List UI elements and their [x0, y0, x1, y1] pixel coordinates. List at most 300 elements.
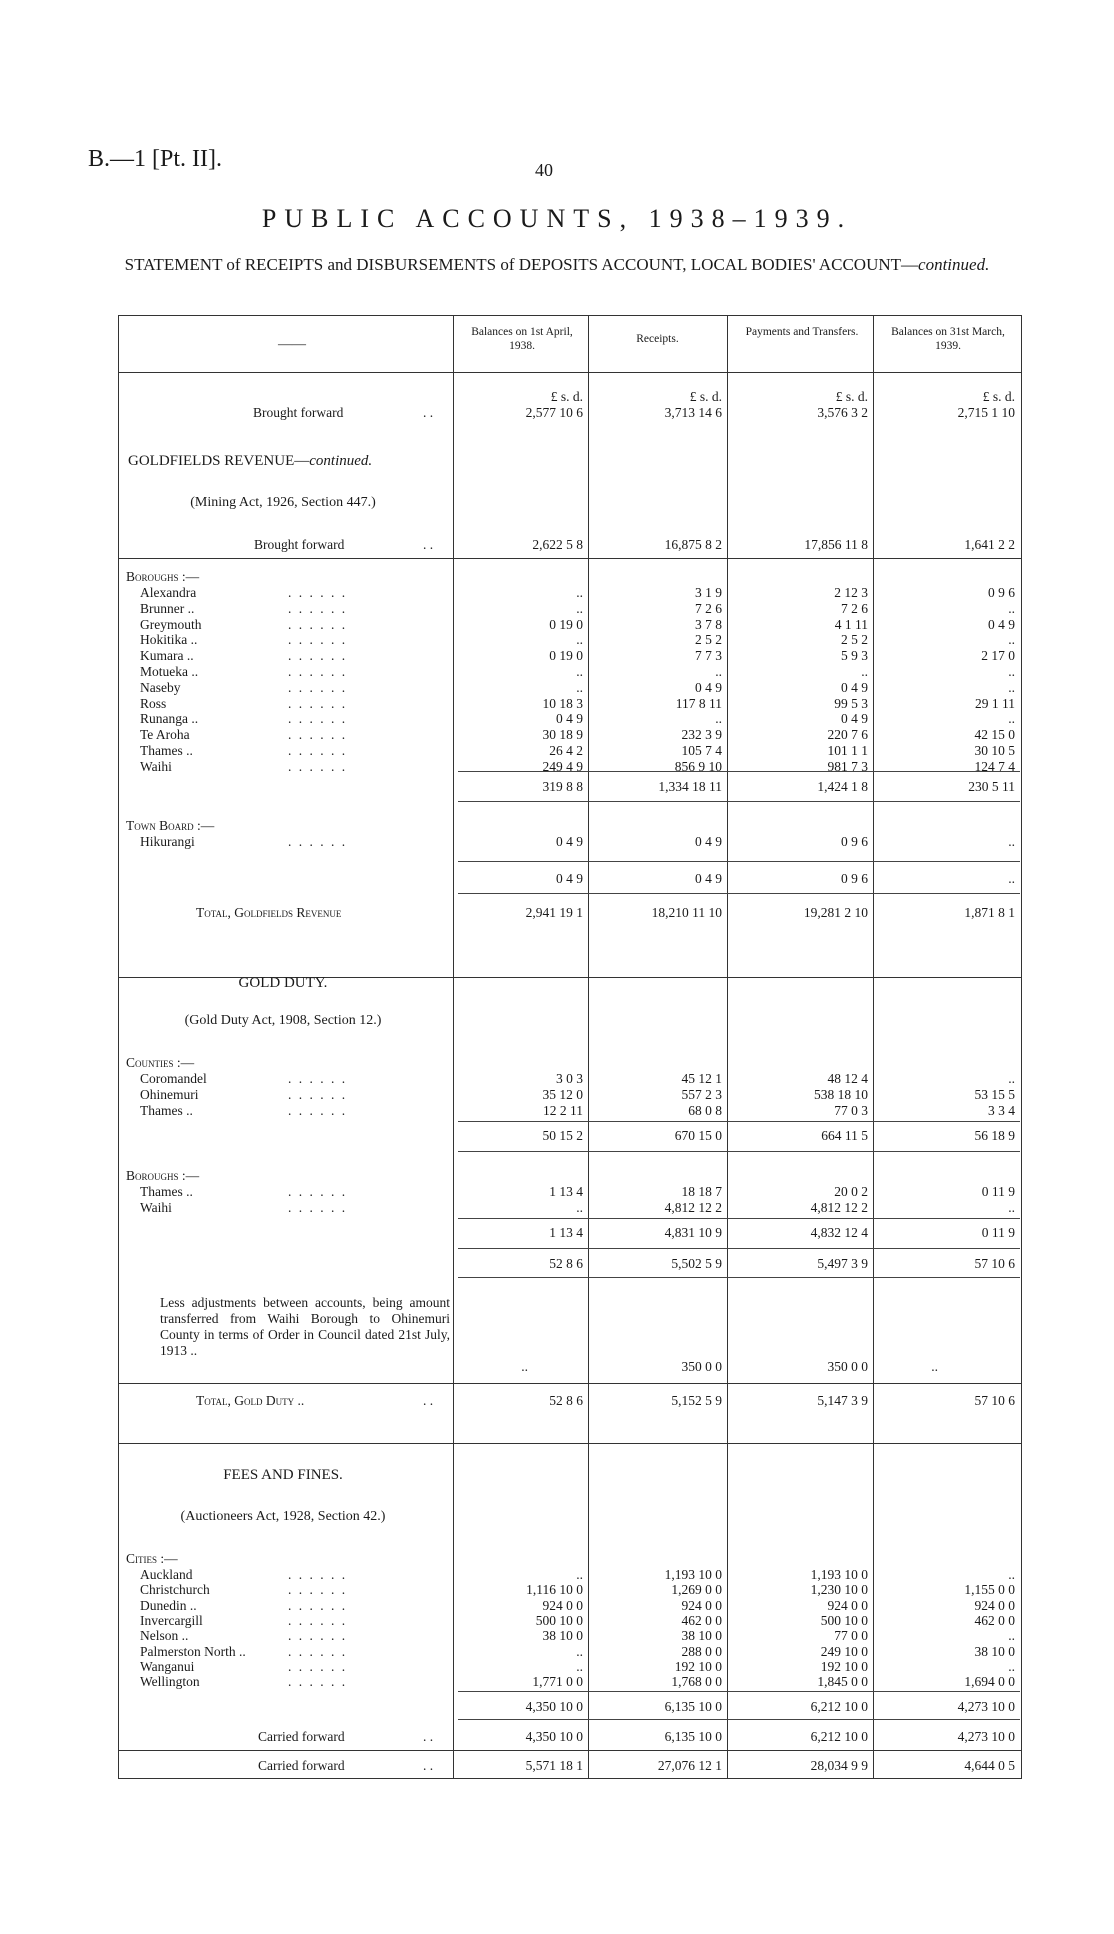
- row-label: Kumara ..: [140, 648, 194, 664]
- header-rule: [118, 372, 1022, 373]
- cell-value: 0 9 6: [988, 585, 1015, 600]
- cell-value: ..: [576, 1567, 583, 1582]
- cell-value: 1,116 10 0: [526, 1582, 583, 1598]
- cell-value: 0 11 9: [981, 1225, 1015, 1240]
- leader-dots: . .: [423, 1758, 434, 1773]
- cell-value: 2 5 2: [695, 632, 722, 648]
- cell-value: ..: [576, 664, 583, 679]
- boroughs-total-row: [118, 1225, 1022, 1241]
- cell-value: 101 1 1: [827, 743, 868, 758]
- cell-value: 52 8 6: [549, 1256, 583, 1271]
- row-label: Dunedin ..: [140, 1597, 197, 1613]
- group-label-row: [118, 1551, 1022, 1567]
- cell-value: 4,350 10 0: [525, 1729, 583, 1744]
- cell-value: 16,875 8 2: [664, 537, 722, 552]
- cell-value: ..: [1008, 871, 1015, 886]
- page-number: 40: [535, 160, 553, 180]
- cell-value: 4,644 0 5: [964, 1758, 1015, 1773]
- cell-value: 5,571 18 1: [525, 1758, 583, 1773]
- cell-value: 2,715 1 10: [957, 405, 1015, 420]
- cell-value: 42 15 0: [974, 727, 1015, 743]
- cell-value: 2 5 2: [841, 632, 868, 648]
- cell-value: 0 11 9: [981, 1184, 1015, 1199]
- subtotal-rule: [458, 1691, 1020, 1692]
- leader-dots: . . . . . .: [288, 727, 348, 743]
- cell-value: 2,941 19 1: [525, 905, 583, 920]
- subtotal-rule: [458, 861, 1020, 862]
- cell-value: 4 1 11: [834, 616, 868, 632]
- cell-value: 6,212 10 0: [810, 1699, 868, 1714]
- cell-value: 3 0 3: [556, 1071, 583, 1086]
- table-row: [118, 1659, 1022, 1675]
- cell-value: ..: [576, 585, 583, 600]
- subtotal-rule: [458, 801, 1020, 802]
- cell-value: 99 5 3: [834, 695, 868, 711]
- carried-forward-row: [118, 1758, 1022, 1774]
- town-board-total-row: [118, 871, 1022, 887]
- cell-value: 27,076 12 1: [657, 1758, 722, 1773]
- row-label: Thames ..: [140, 1102, 193, 1118]
- cell-value: 0 19 0: [549, 648, 583, 664]
- leader-dots: . .: [423, 1393, 434, 1408]
- carried-forward-label: Carried forward: [258, 1758, 345, 1773]
- header-payments: Payments and Transfers.: [745, 326, 859, 338]
- cell-value: 48 12 4: [827, 1071, 868, 1086]
- fees-carried-forward-row: [118, 1729, 1022, 1745]
- leader-dots: . . . . . .: [288, 679, 348, 695]
- goldfields-bf-rule: [118, 558, 1022, 559]
- cell-value: 38 10 0: [681, 1628, 722, 1644]
- leader-dots: . . . . . .: [288, 1674, 348, 1690]
- table-row: [118, 664, 1022, 680]
- table-row: [118, 680, 1022, 696]
- cell-value: ..: [715, 664, 722, 679]
- table-row: [118, 743, 1022, 759]
- cell-value: 7 2 6: [695, 600, 722, 616]
- cell-value: 3 7 8: [695, 616, 722, 632]
- cell-value: 462 0 0: [681, 1612, 722, 1628]
- cell-value: 19,281 2 10: [803, 905, 868, 920]
- cell-value: 77 0 3: [834, 1102, 868, 1118]
- cell-value: 4,812 12 2: [810, 1199, 868, 1215]
- cell-value: 4,273 10 0: [957, 1729, 1015, 1744]
- row-label: Naseby: [140, 679, 181, 695]
- cell-value: 56 18 9: [974, 1128, 1015, 1143]
- cell-value: 249 4 9: [542, 758, 583, 774]
- header-balances-1939: Balances on 31st March, 1939.: [891, 326, 1005, 352]
- cell-value: 4,831 10 9: [664, 1225, 722, 1240]
- cell-value: ..: [1008, 711, 1015, 727]
- fees-heading: FEES AND FINES.: [223, 1467, 343, 1483]
- mining-act-reference: (Mining Act, 1926, Section 447.): [190, 495, 376, 510]
- cell-value: 30 10 5: [974, 743, 1015, 758]
- cell-value: 2,622 5 8: [532, 537, 583, 552]
- row-label: Waihi: [140, 1199, 172, 1215]
- leader-dots: . . . . . .: [288, 600, 348, 616]
- cell-value: 500 10 0: [535, 1612, 583, 1628]
- cell-value: 350 0 0: [827, 1359, 868, 1374]
- cell-value: ..: [931, 1359, 938, 1374]
- cell-value: 1,771 0 0: [532, 1674, 583, 1690]
- table-row: [118, 759, 1022, 775]
- cell-value: 1,155 0 0: [964, 1582, 1015, 1598]
- cell-value: 20 0 2: [834, 1184, 868, 1199]
- cell-value: 117 8 11: [675, 695, 722, 711]
- cell-value: ..: [1008, 600, 1015, 616]
- row-label: Nelson ..: [140, 1628, 189, 1644]
- leader-dots: . . . . . .: [288, 616, 348, 632]
- cell-value: 1,193 10 0: [810, 1567, 868, 1582]
- cell-value: 924 0 0: [681, 1597, 722, 1613]
- cell-value: 3 3 4: [988, 1102, 1015, 1118]
- cell-value: 35 12 0: [542, 1086, 583, 1102]
- cell-value: ..: [1008, 664, 1015, 679]
- row-label: Ross: [140, 695, 167, 711]
- cell-value: ..: [576, 600, 583, 616]
- cell-value: 5 9 3: [841, 648, 868, 664]
- group-label-row: [118, 569, 1022, 585]
- cell-value: 462 0 0: [974, 1612, 1015, 1628]
- cell-value: ..: [521, 1359, 528, 1374]
- leader-dots: . . . . . .: [288, 711, 348, 727]
- cell-value: 0 19 0: [549, 616, 583, 632]
- boroughs-label: Boroughs :—: [126, 1168, 200, 1183]
- leader-dots: . .: [423, 1729, 434, 1744]
- table-row: [118, 1644, 1022, 1660]
- cell-value: 7 2 6: [841, 600, 868, 616]
- gold-duty-adjust-rule: [118, 1383, 1022, 1384]
- cell-value: 26 4 2: [549, 743, 583, 758]
- cell-value: 500 10 0: [820, 1612, 868, 1628]
- cell-value: 4,350 10 0: [525, 1699, 583, 1714]
- cell-value: 4,273 10 0: [957, 1699, 1015, 1714]
- subtotal-rule: [458, 1719, 1020, 1720]
- table-row: [118, 1071, 1022, 1087]
- row-label: Thames ..: [140, 1184, 193, 1199]
- cell-value: ..: [576, 1199, 583, 1215]
- cell-value: 670 15 0: [674, 1128, 722, 1143]
- table-top-rule: [118, 315, 1022, 316]
- cell-value: 557 2 3: [681, 1086, 722, 1102]
- counties-total-row: [118, 1128, 1022, 1144]
- cell-value: 28,034 9 9: [810, 1758, 868, 1773]
- cell-value: 856 9 10: [674, 758, 722, 774]
- row-label: Hokitika ..: [140, 632, 198, 648]
- cell-value: 1,269 0 0: [671, 1582, 722, 1598]
- cell-value: 2 12 3: [834, 585, 868, 600]
- row-label: Thames ..: [140, 743, 193, 758]
- cell-value: ..: [1008, 1071, 1015, 1086]
- lsd-label: £ s. d.: [982, 389, 1015, 404]
- cell-value: 1 13 4: [549, 1225, 583, 1240]
- subtitle-continued: continued.: [918, 255, 990, 274]
- table-row: [118, 1200, 1022, 1216]
- cell-value: 0 4 9: [841, 679, 868, 695]
- cell-value: 38 10 0: [542, 1628, 583, 1644]
- cell-value: 18,210 11 10: [651, 905, 722, 920]
- cell-value: 230 5 11: [968, 779, 1015, 794]
- cell-value: 29 1 11: [975, 695, 1015, 711]
- leader-dots: . . . . . .: [288, 1643, 348, 1659]
- lsd-label: £ s. d.: [835, 389, 868, 404]
- cell-value: 232 3 9: [681, 727, 722, 743]
- cell-value: 0 4 9: [556, 871, 583, 886]
- subtotal-rule: [458, 1151, 1020, 1152]
- table-row: [118, 585, 1022, 601]
- cell-value: 0 4 9: [695, 679, 722, 695]
- cell-value: 3 1 9: [695, 585, 722, 600]
- table-row: [118, 1087, 1022, 1103]
- table-row: [118, 648, 1022, 664]
- leader-dots: . . . . . .: [288, 758, 348, 774]
- cell-value: 924 0 0: [974, 1597, 1015, 1613]
- cell-value: ..: [576, 632, 583, 648]
- row-label: Runanga ..: [140, 711, 199, 727]
- row-label: Auckland: [140, 1567, 193, 1582]
- cell-value: 288 0 0: [681, 1643, 722, 1659]
- gold-duty-total-label: Total, Gold Duty ..: [196, 1393, 305, 1408]
- cell-value: ..: [1008, 834, 1015, 849]
- carried-forward-rule: [118, 1750, 1022, 1751]
- cell-value: 1,334 18 11: [658, 779, 722, 794]
- boroughs-total-row: [118, 779, 1022, 795]
- cell-value: 124 7 4: [974, 758, 1015, 774]
- leader-dots: . . . . . .: [288, 1567, 348, 1582]
- cell-value: 12 2 11: [543, 1102, 583, 1118]
- table-row: [118, 1674, 1022, 1690]
- adjustment-row: [118, 1359, 1022, 1375]
- carried-forward-label: Carried forward: [258, 1729, 345, 1744]
- cell-value: 1,694 0 0: [964, 1674, 1015, 1690]
- cell-value: 6,135 10 0: [664, 1729, 722, 1744]
- leader-dots: . . . . . .: [288, 1612, 348, 1628]
- cell-value: 981 7 3: [827, 758, 868, 774]
- subtitle-main: STATEMENT of RECEIPTS and DISBURSEMENTS of DEPOSITS ACCOUNT, LOCAL BODIES' ACCOUNT—: [124, 255, 919, 274]
- row-label: Hikurangi: [140, 834, 195, 849]
- leader-dots: . . . . . .: [288, 632, 348, 648]
- cell-value: 1,845 0 0: [817, 1674, 868, 1690]
- row-label: Brunner ..: [140, 600, 195, 616]
- leader-dots: . . . . . .: [288, 1582, 348, 1598]
- currency-header-row: [118, 389, 1022, 405]
- cities-total-row: [118, 1699, 1022, 1715]
- cell-value: ..: [1008, 1628, 1015, 1644]
- table-row: [118, 1184, 1022, 1200]
- cell-value: ..: [1008, 1567, 1015, 1582]
- cell-value: 18 18 7: [681, 1184, 722, 1199]
- table-row: [118, 711, 1022, 727]
- cell-value: 17,856 11 8: [804, 537, 868, 552]
- leader-dots: . . . . . .: [288, 648, 348, 664]
- accounts-table: [118, 315, 1022, 1778]
- row-label: Alexandra: [140, 585, 197, 600]
- leader-dots: . . . . . .: [288, 1071, 348, 1086]
- row-label: Ohinemuri: [140, 1086, 199, 1102]
- cell-value: 3,576 3 2: [817, 405, 868, 420]
- cell-value: 0 9 6: [841, 871, 868, 886]
- leader-dots: . . . . . .: [288, 1628, 348, 1644]
- cell-value: 6,135 10 0: [664, 1699, 722, 1714]
- cell-value: 1,768 0 0: [671, 1674, 722, 1690]
- adjustment-note: Less adjustments between accounts, being amount transferred from Waihi Borough to Ohinemuri County in terms of Order in Council dated 21st July, 1913 ..: [160, 1295, 450, 1358]
- table-row: [118, 696, 1022, 712]
- leader-dots: . . . . . .: [288, 743, 348, 758]
- group-label-row: [118, 818, 1022, 834]
- statement-subtitle: [90, 254, 1024, 276]
- goldfields-continued: continued.: [309, 453, 373, 469]
- cell-value: 220 7 6: [827, 727, 868, 743]
- table-row: [118, 1613, 1022, 1629]
- cell-value: 53 15 5: [974, 1086, 1015, 1102]
- subtotal-rule: [458, 1248, 1020, 1249]
- cell-value: 2 17 0: [981, 648, 1015, 664]
- cell-value: 50 15 2: [542, 1128, 583, 1143]
- cell-value: ..: [715, 711, 722, 727]
- brought-forward-label: Brought forward: [253, 405, 344, 420]
- cell-value: ..: [576, 1658, 583, 1674]
- counties-label: Counties :—: [126, 1055, 195, 1070]
- document-reference: B.—1 [Pt. II].: [88, 146, 222, 172]
- cell-value: 77 0 0: [834, 1628, 868, 1644]
- cell-value: 1,193 10 0: [664, 1567, 722, 1582]
- row-label: Christchurch: [140, 1582, 210, 1598]
- cell-value: 664 11 5: [821, 1128, 868, 1143]
- cell-value: 538 18 10: [814, 1086, 868, 1102]
- lsd-label: £ s. d.: [689, 389, 722, 404]
- leader-dots: . .: [423, 537, 434, 552]
- gold-duty-total-row: [118, 1393, 1022, 1409]
- row-label: Greymouth: [140, 616, 202, 632]
- cell-value: 52 8 6: [549, 1393, 583, 1408]
- cell-value: 924 0 0: [827, 1597, 868, 1613]
- header-receipts: Receipts.: [636, 333, 679, 345]
- row-label: Palmerston North ..: [140, 1643, 246, 1659]
- cell-value: 30 18 9: [542, 727, 583, 743]
- subtotal-rule: [458, 893, 1020, 894]
- brought-forward-row: [118, 405, 1022, 421]
- leader-dots: . . . . . .: [288, 664, 348, 679]
- cell-value: 10 18 3: [542, 695, 583, 711]
- subtotal-rule: [458, 1121, 1020, 1122]
- leader-dots: . . . . . .: [288, 1086, 348, 1102]
- cell-value: ..: [1008, 632, 1015, 648]
- cell-value: 0 4 9: [556, 711, 583, 727]
- leader-dots: . .: [423, 405, 434, 420]
- cell-value: 0 4 9: [841, 711, 868, 727]
- cell-value: 0 4 9: [695, 834, 722, 849]
- section-rule-gold-duty: [118, 1443, 1022, 1444]
- cell-value: 1,230 10 0: [810, 1582, 868, 1598]
- subtotal-rule: [458, 1277, 1020, 1278]
- leader-dots: . . . . . .: [288, 695, 348, 711]
- cell-value: 68 0 8: [688, 1102, 722, 1118]
- table-row: [118, 632, 1022, 648]
- goldfields-heading-text: GOLDFIELDS REVENUE—: [128, 453, 310, 469]
- cell-value: ..: [861, 664, 868, 679]
- row-label: Te Aroha: [140, 727, 190, 743]
- cell-value: 5,152 5 9: [671, 1393, 722, 1408]
- goldfields-total-row: [118, 905, 1022, 921]
- goldfields-brought-forward-row: [118, 537, 1022, 553]
- lsd-label: £ s. d.: [550, 389, 583, 404]
- cell-value: 5,502 5 9: [671, 1256, 722, 1271]
- cell-value: 1,424 1 8: [817, 779, 868, 794]
- cell-value: 249 10 0: [820, 1643, 868, 1659]
- cell-value: ..: [576, 679, 583, 695]
- cell-value: 5,497 3 9: [817, 1256, 868, 1271]
- table-row: [118, 1103, 1022, 1119]
- leader-dots: . . . . . .: [288, 1184, 348, 1199]
- table-row: [118, 617, 1022, 633]
- cell-value: 192 10 0: [820, 1658, 868, 1674]
- cell-value: 0 4 9: [695, 871, 722, 886]
- header-balances-1938: Balances on 1st April, 1938.: [471, 326, 573, 352]
- cell-value: 2,577 10 6: [525, 405, 583, 420]
- cell-value: 0 9 6: [841, 834, 868, 849]
- cell-value: ..: [1008, 1199, 1015, 1215]
- cell-value: 105 7 4: [681, 743, 722, 758]
- brought-forward-label: Brought forward: [254, 537, 345, 552]
- cell-value: 192 10 0: [674, 1658, 722, 1674]
- cell-value: 57 10 6: [974, 1393, 1015, 1408]
- subtotal-rule: [458, 1218, 1020, 1219]
- cell-value: 7 7 3: [695, 648, 722, 664]
- gold-duty-heading: GOLD DUTY.: [238, 975, 328, 991]
- gold-duty-subtotal-row: [118, 1256, 1022, 1272]
- goldfields-heading: [128, 453, 372, 470]
- cell-value: 38 10 0: [974, 1643, 1015, 1659]
- cell-value: 6,212 10 0: [810, 1729, 868, 1744]
- leader-dots: . . . . . .: [288, 834, 348, 849]
- cell-value: ..: [1008, 679, 1015, 695]
- row-label: Invercargill: [140, 1612, 203, 1628]
- table-row: [118, 834, 1022, 850]
- gold-duty-act-reference: (Gold Duty Act, 1908, Section 12.): [184, 1013, 382, 1028]
- town-board-label: Town Board :—: [126, 818, 215, 833]
- table-row: [118, 1567, 1022, 1583]
- boroughs-label: Boroughs :—: [126, 569, 200, 584]
- row-label: Wellington: [140, 1674, 200, 1690]
- cell-value: 3,713 14 6: [664, 405, 722, 420]
- cell-value: 0 4 9: [988, 616, 1015, 632]
- table-row: [118, 727, 1022, 743]
- blank-column-dash: ——: [278, 337, 306, 352]
- cell-value: 350 0 0: [681, 1359, 722, 1374]
- auctioneers-act-reference: (Auctioneers Act, 1928, Section 42.): [180, 1509, 386, 1524]
- cell-value: 1,871 8 1: [964, 905, 1015, 920]
- page-title: PUBLIC ACCOUNTS, 1938–1939.: [261, 204, 853, 233]
- cell-value: 1,641 2 2: [964, 537, 1015, 552]
- cell-value: 319 8 8: [542, 779, 583, 794]
- cell-value: 924 0 0: [542, 1597, 583, 1613]
- goldfields-total-label: Total, Goldfields Revenue: [196, 905, 342, 920]
- cell-value: 0 4 9: [556, 834, 583, 849]
- table-row: [118, 601, 1022, 617]
- leader-dots: . . . . . .: [288, 585, 348, 600]
- table-row: [118, 1582, 1022, 1598]
- cities-label: Cities :—: [126, 1551, 178, 1566]
- row-label: Waihi: [140, 758, 172, 774]
- table-row: [118, 1598, 1022, 1614]
- leader-dots: . . . . . .: [288, 1199, 348, 1215]
- table-bottom-rule: [118, 1778, 1022, 1779]
- cell-value: 5,147 3 9: [817, 1393, 868, 1408]
- cell-value: 4,812 12 2: [664, 1199, 722, 1215]
- row-label: Wanganui: [140, 1658, 195, 1674]
- leader-dots: . . . . . .: [288, 1658, 348, 1674]
- row-label: Coromandel: [140, 1071, 207, 1086]
- group-label-row: [118, 1168, 1022, 1184]
